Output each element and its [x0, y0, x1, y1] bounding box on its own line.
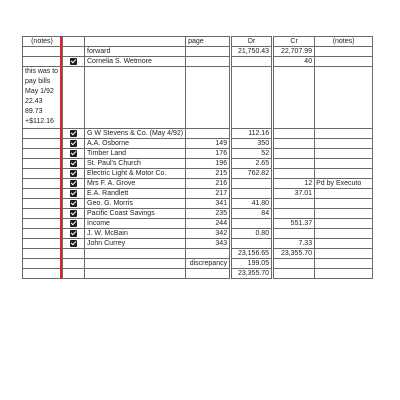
check-cell[interactable]: [63, 229, 85, 239]
check-cell[interactable]: [63, 159, 85, 169]
dr-cell[interactable]: [231, 57, 273, 67]
page-cell[interactable]: 341: [186, 199, 231, 209]
header-notes-right[interactable]: (notes): [315, 37, 373, 47]
cr-cell[interactable]: 22,707.99: [273, 47, 315, 57]
cr-cell[interactable]: [273, 259, 315, 269]
checkbox-checked-icon[interactable]: [70, 240, 77, 247]
name-cell[interactable]: E.A. Randlett: [85, 189, 186, 199]
notes-right-cell[interactable]: [315, 57, 373, 67]
dr-cell[interactable]: 0.80: [231, 229, 273, 239]
page-cell[interactable]: [186, 249, 231, 259]
notes-cell[interactable]: [23, 129, 62, 139]
name-cell[interactable]: John Currey: [85, 239, 186, 249]
ledger-sheet: [22, 36, 373, 279]
notes-cell[interactable]: [23, 189, 62, 199]
header-row: [23, 37, 373, 47]
page-cell[interactable]: 196: [186, 159, 231, 169]
name-cell[interactable]: [85, 269, 186, 279]
checkbox-checked-icon[interactable]: [70, 140, 77, 147]
header-notes[interactable]: (notes): [23, 37, 62, 47]
ledger-row: [23, 219, 373, 229]
check-cell[interactable]: [63, 249, 85, 259]
ledger-row: [23, 259, 373, 269]
dr-cell[interactable]: 84: [231, 209, 273, 219]
name-cell[interactable]: St. Paul's Church: [85, 159, 186, 169]
notes-right-cell[interactable]: [315, 159, 373, 169]
notes-cell[interactable]: [23, 179, 62, 189]
ledger-row: [23, 149, 373, 159]
page-cell[interactable]: 244: [186, 219, 231, 229]
checkbox-checked-icon[interactable]: [70, 220, 77, 227]
dr-cell[interactable]: 2.65: [231, 159, 273, 169]
dr-cell[interactable]: 112.16: [231, 129, 273, 139]
dr-cell[interactable]: 41.80: [231, 199, 273, 209]
notes-right-cell[interactable]: [315, 139, 373, 149]
cr-cell[interactable]: [273, 149, 315, 159]
ledger-row: [23, 159, 373, 169]
notes-right-cell[interactable]: [315, 269, 373, 279]
ledger-row: [23, 47, 373, 57]
notes-cell[interactable]: [23, 229, 62, 239]
notes-cell[interactable]: this was to pay bills May 1/92 22.43 89.73 +$112.16: [23, 67, 62, 129]
check-cell[interactable]: [63, 129, 85, 139]
name-cell[interactable]: [85, 67, 186, 129]
cr-cell[interactable]: [273, 229, 315, 239]
check-cell[interactable]: [63, 169, 85, 179]
notes-right-cell[interactable]: [315, 209, 373, 219]
cr-cell[interactable]: [273, 129, 315, 139]
notes-cell[interactable]: [23, 199, 62, 209]
page-cell[interactable]: 235: [186, 209, 231, 219]
header-cr[interactable]: Cr: [273, 37, 315, 47]
dr-cell[interactable]: [231, 219, 273, 229]
notes-cell[interactable]: [23, 269, 62, 279]
notes-cell[interactable]: [23, 47, 62, 57]
page-cell[interactable]: [186, 129, 231, 139]
checkbox-checked-icon[interactable]: [70, 180, 77, 187]
name-cell[interactable]: Income: [85, 219, 186, 229]
notes-right-cell[interactable]: [315, 129, 373, 139]
checkbox-checked-icon[interactable]: [70, 210, 77, 217]
header-page[interactable]: page: [186, 37, 231, 47]
name-cell[interactable]: [85, 259, 186, 269]
dr-cell[interactable]: [231, 189, 273, 199]
cr-cell[interactable]: [273, 209, 315, 219]
name-cell[interactable]: Timber Land: [85, 149, 186, 159]
cr-cell[interactable]: 40: [273, 57, 315, 67]
ledger-row: [23, 249, 373, 259]
notes-right-cell[interactable]: [315, 199, 373, 209]
ledger-body: [23, 37, 373, 279]
ledger-row: [23, 199, 373, 209]
notes-cell[interactable]: [23, 159, 62, 169]
dr-cell[interactable]: 762.82: [231, 169, 273, 179]
check-cell[interactable]: [63, 219, 85, 229]
page-cell[interactable]: 216: [186, 179, 231, 189]
checkbox-checked-icon[interactable]: [70, 200, 77, 207]
header-name-cell[interactable]: [85, 37, 186, 47]
check-cell[interactable]: [63, 209, 85, 219]
page-cell[interactable]: 342: [186, 229, 231, 239]
cr-cell[interactable]: [273, 67, 315, 129]
notes-cell[interactable]: [23, 149, 62, 159]
name-cell[interactable]: Mrs F. A. Grove: [85, 179, 186, 189]
check-cell[interactable]: [63, 259, 85, 269]
page-cell[interactable]: 217: [186, 189, 231, 199]
cr-cell[interactable]: [273, 169, 315, 179]
check-cell[interactable]: [63, 189, 85, 199]
check-cell[interactable]: [63, 239, 85, 249]
header-dr[interactable]: Dr: [231, 37, 273, 47]
dr-cell[interactable]: 350: [231, 139, 273, 149]
checkbox-checked-icon[interactable]: [70, 58, 77, 65]
cr-cell[interactable]: 23,355.70: [273, 249, 315, 259]
ledger-row: [23, 239, 373, 249]
page-cell[interactable]: discrepancy: [186, 259, 231, 269]
page-cell[interactable]: [186, 47, 231, 57]
dr-cell[interactable]: 199.05: [231, 259, 273, 269]
notes-right-cell[interactable]: [315, 239, 373, 249]
ledger-row: [23, 57, 373, 67]
dr-cell[interactable]: 23,156.65: [231, 249, 273, 259]
ledger-row: [23, 139, 373, 149]
check-cell[interactable]: [63, 269, 85, 279]
name-cell[interactable]: Geo. G. Morris: [85, 199, 186, 209]
checkbox-checked-icon[interactable]: [70, 160, 77, 167]
dr-cell[interactable]: [231, 67, 273, 129]
notes-cell[interactable]: [23, 249, 62, 259]
name-cell[interactable]: [85, 249, 186, 259]
ledger-row: [23, 179, 373, 189]
page-cell[interactable]: [186, 67, 231, 129]
page-cell[interactable]: 215: [186, 169, 231, 179]
page-cell[interactable]: [186, 269, 231, 279]
notes-right-cell[interactable]: [315, 149, 373, 159]
dr-cell[interactable]: 21,750.43: [231, 47, 273, 57]
cr-cell[interactable]: 37.01: [273, 189, 315, 199]
checkbox-checked-icon[interactable]: [70, 230, 77, 237]
cr-cell[interactable]: 551.37: [273, 219, 315, 229]
check-cell[interactable]: [63, 149, 85, 159]
header-check-cell[interactable]: [63, 37, 85, 47]
name-cell[interactable]: Pacific Coast Savings: [85, 209, 186, 219]
name-cell[interactable]: Cornelia S. Wetmore: [85, 57, 186, 67]
cr-cell[interactable]: [273, 159, 315, 169]
check-cell[interactable]: [63, 47, 85, 57]
notes-cell[interactable]: [23, 169, 62, 179]
page-cell[interactable]: 149: [186, 139, 231, 149]
notes-cell[interactable]: [23, 139, 62, 149]
notes-right-cell[interactable]: [315, 189, 373, 199]
notes-cell[interactable]: [23, 57, 62, 67]
ledger-row: [23, 229, 373, 239]
check-cell[interactable]: [63, 199, 85, 209]
ledger-row: [23, 269, 373, 279]
ledger-row: [23, 67, 373, 129]
name-cell[interactable]: G W Stevens & Co. (May 4/92): [85, 129, 186, 139]
cr-cell[interactable]: 7.33: [273, 239, 315, 249]
checkbox-checked-icon[interactable]: [70, 150, 77, 157]
dr-cell[interactable]: [231, 239, 273, 249]
notes-right-cell[interactable]: [315, 259, 373, 269]
notes-right-cell[interactable]: [315, 169, 373, 179]
name-cell[interactable]: forward: [85, 47, 186, 57]
page-cell[interactable]: 176: [186, 149, 231, 159]
checkbox-checked-icon[interactable]: [70, 190, 77, 197]
check-cell[interactable]: [63, 67, 85, 129]
notes-right-cell[interactable]: [315, 229, 373, 239]
ledger-row: [23, 129, 373, 139]
page-cell[interactable]: [186, 57, 231, 67]
notes-right-cell[interactable]: [315, 67, 373, 129]
check-cell[interactable]: [63, 179, 85, 189]
notes-cell[interactable]: [23, 239, 62, 249]
cr-cell[interactable]: [273, 139, 315, 149]
cr-cell[interactable]: [273, 199, 315, 209]
ledger-row: [23, 209, 373, 219]
name-cell[interactable]: Electric Light & Motor Co.: [85, 169, 186, 179]
checkbox-checked-icon[interactable]: [70, 130, 77, 137]
notes-right-cell[interactable]: [315, 249, 373, 259]
dr-cell[interactable]: 52: [231, 149, 273, 159]
notes-cell[interactable]: [23, 259, 62, 269]
dr-cell[interactable]: [231, 179, 273, 189]
check-cell[interactable]: [63, 57, 85, 67]
ledger-row: [23, 169, 373, 179]
page-cell[interactable]: 343: [186, 239, 231, 249]
dr-cell[interactable]: 23,355.70: [231, 269, 273, 279]
notes-right-cell[interactable]: [315, 219, 373, 229]
check-cell[interactable]: [63, 139, 85, 149]
notes-right-cell[interactable]: [315, 47, 373, 57]
notes-right-cell[interactable]: Pd by Executo: [315, 179, 373, 189]
cr-cell[interactable]: 12: [273, 179, 315, 189]
ledger-row: [23, 189, 373, 199]
notes-cell[interactable]: [23, 209, 62, 219]
notes-cell[interactable]: [23, 219, 62, 229]
name-cell[interactable]: A.A. Osborne: [85, 139, 186, 149]
checkbox-checked-icon[interactable]: [70, 170, 77, 177]
name-cell[interactable]: J. W. McBain: [85, 229, 186, 239]
cr-cell[interactable]: [273, 269, 315, 279]
